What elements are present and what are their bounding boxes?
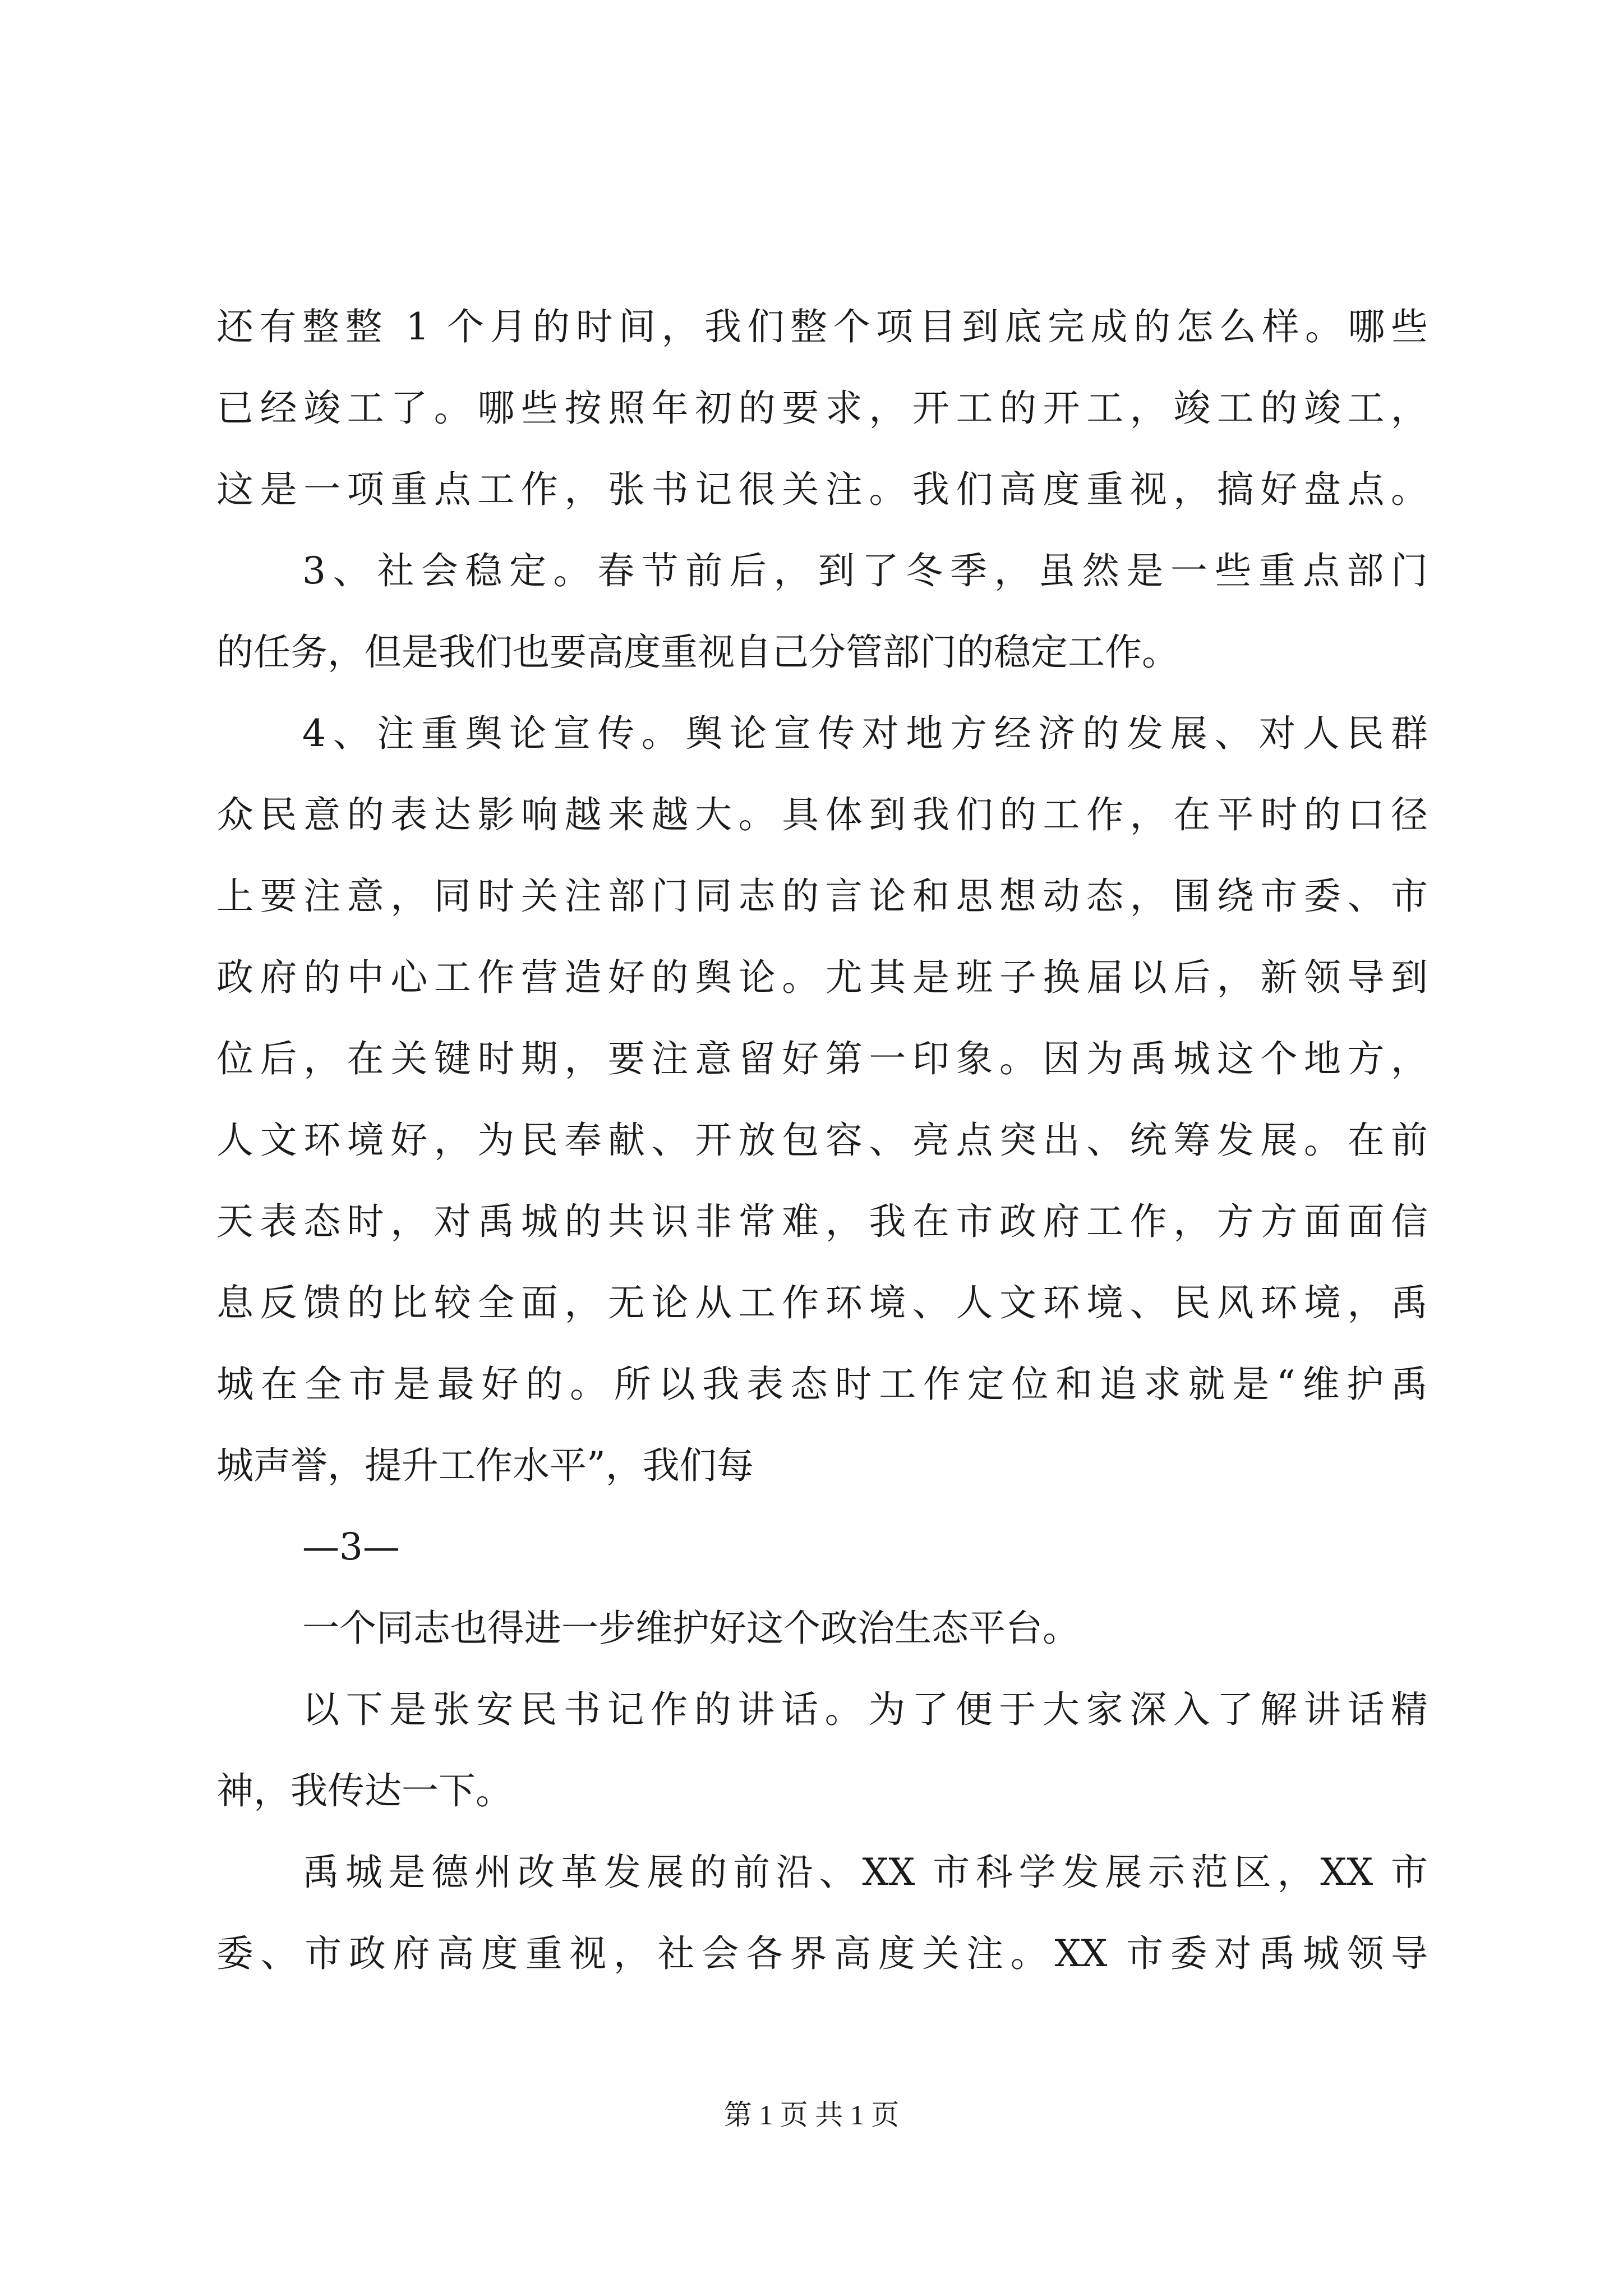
paragraph-line: 上要注意，同时关注部门同志的言论和思想动态，围绕市委、市 — [216, 875, 1428, 918]
paragraph-line: 众民意的表达影响越来越大。具体到我们的工作，在平时的口径 — [216, 793, 1428, 836]
paragraph-line: 还有整整 1 个月的时间，我们整个项目到底完成的怎么样。哪些 — [216, 305, 1428, 348]
paragraph-line: 3、社会稳定。春节前后，到了冬季，虽然是一些重点部门 — [302, 549, 1428, 592]
paragraph-line: 天表态时，对禹城的共识非常难，我在市政府工作，方方面面信 — [216, 1200, 1428, 1243]
paragraph-line: 这是一项重点工作，张书记很关注。我们高度重视，搞好盘点。 — [216, 468, 1428, 511]
paragraph-line: 以下是张安民书记作的讲话。为了便于大家深入了解讲话精 — [302, 1688, 1428, 1731]
paragraph-line: 位后，在关键时期，要注意留好第一印象。因为禹城这个地方， — [216, 1037, 1428, 1080]
page-footer: 第 1 页 共 1 页 — [723, 2099, 900, 2131]
paragraph-line: 禹城是德州改革发展的前沿、XX 市科学发展示范区，XX 市 — [302, 1851, 1428, 1894]
paragraph-line: 人文环境好，为民奉献、开放包容、亮点突出、统筹发展。在前 — [216, 1119, 1428, 1162]
paragraph-line: 一个同志也得进一步维护好这个政治生态平台。 — [302, 1607, 1080, 1650]
page-marker: —3— — [302, 1525, 400, 1568]
paragraph-line: 4、注重舆论宣传。舆论宣传对地方经济的发展、对人民群 — [302, 712, 1428, 755]
paragraph-line: 已经竣工了。哪些按照年初的要求，开工的开工，竣工的竣工， — [216, 386, 1428, 430]
paragraph-line: 神，我传达一下。 — [216, 1769, 513, 1812]
paragraph-line: 委、市政府高度重视，社会各界高度关注。XX 市委对禹城领导 — [216, 1932, 1428, 1975]
paragraph-line: 息反馈的比较全面，无论从工作环境、人文环境、民风环境，禹 — [216, 1281, 1428, 1324]
paragraph-line: 政府的中心工作营造好的舆论。尤其是班子换届以后，新领导到 — [216, 956, 1428, 999]
paragraph-line: 城在全市是最好的。所以我表态时工作定位和追求就是“维护禹 — [216, 1363, 1428, 1406]
paragraph-line: 城声誉，提升工作水平”，我们每 — [216, 1444, 754, 1487]
paragraph-line: 的任务，但是我们也要高度重视自己分管部门的稳定工作。 — [216, 631, 1179, 674]
